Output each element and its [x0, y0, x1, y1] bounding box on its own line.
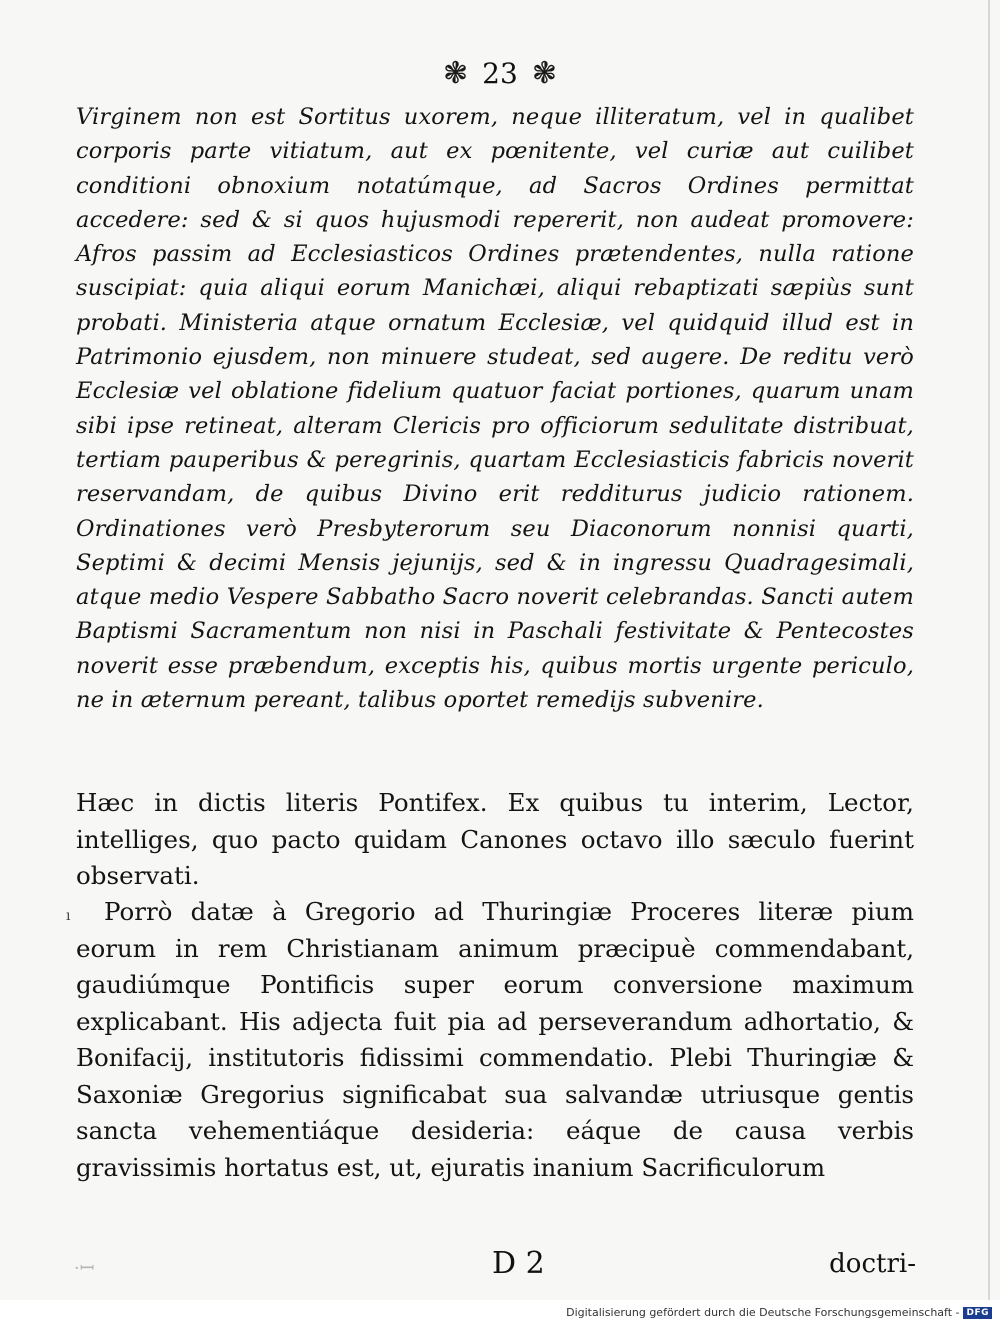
second-paragraph: Porrò datæ à Gregorio ad Thuringiæ Proceres literæ pium eorum in rem Christianam animum præcipuè commendabant, gaudiúmque Pontificis super eorum conversione maximum explicabant. His adjecta fuit pia ad perseverandum adhortatio, & Bonifacij, institutoris fidissimi commendatio. Plebi Thuringiæ & Saxoniæ Gregorius significabat sua salvandæ utriusque gentis sancta vehementiáque desideria: eáque de causa verbis gravissimis hortatus est, ut, ejuratis inanium Sacrificulorum: [76, 897, 914, 1182]
page-header: [0, 52, 1000, 96]
commentary-paragraph: Hæc in dictis literis Pontifex. Ex quibus tu interim, Lector, intelliges, quo pacto quidam Canones octavo illo sæculo fuerint observati.: [76, 788, 914, 890]
catchword: doctri-: [829, 1249, 916, 1279]
dfg-logo-icon: DFG: [963, 1307, 992, 1319]
ornament-left-icon: ❃: [443, 56, 469, 91]
page-edge: [988, 0, 990, 1300]
italic-quotation-paragraph: Virginem non est Sortitus uxorem, neque illiteratum, vel in qualibet corporis parte vitiatum, aut ex pœnitente, vel curiæ aut cuilibet conditioni obnoxium notatúmque, ad Sacros Ordines permittat accedere: sed & si quos hujusmodi repererit, non audeat promovere: Afros passim ad Ecclesiasticos Ordines prætendentes, nulla ratione suscipiat: quia aliqui eorum Manichæi, aliqui rebaptizati sæpiùs sunt probati. Ministeria atque ornatum Ecclesiæ, vel quidquid illud est in Patrimonio ejusdem, non minuere studeat, sed augere. De reditu verò Ecclesiæ vel oblatione fidelium quatuor faciat portiones, quarum unam sibi ipse retineat, alteram Clericis pro officiorum sedulitate distribuat, tertiam pauperibus & peregrinis, quartam Ecclesiasticis fabricis noverit reservandam, de quibus Divino erit redditurus judicio rationem. Ordinationes verò Presbyterorum seu Diaconorum nonnisi quarti, Septimi & decimi Mensis jejunijs, sed & in ingressu Quadragesimali, atque medio Vespere Sabbatho Sacro noverit celebrandas. Sancti autem Baptismi Sacramentum non nisi in Paschali festivitate & Pentecostes noverit esse præbendum, exceptis his, quibus mortis urgente periculo, ne in æternum pereant, talibus oportet remedijs subvenire.: [76, 104, 914, 714]
digitization-footer: [0, 1300, 1000, 1325]
paragraph-mark: ı: [66, 908, 71, 924]
ornament-right-icon: ❃: [531, 56, 557, 91]
page-number: 23: [482, 57, 518, 90]
footer-credit-text: Digitalisierung gefördert durch die Deutsche Forschungsgemeinschaft -: [566, 1306, 960, 1319]
bleed-through-text: ·ꟷ: [74, 1258, 95, 1279]
signature-mark: D 2: [492, 1246, 545, 1281]
